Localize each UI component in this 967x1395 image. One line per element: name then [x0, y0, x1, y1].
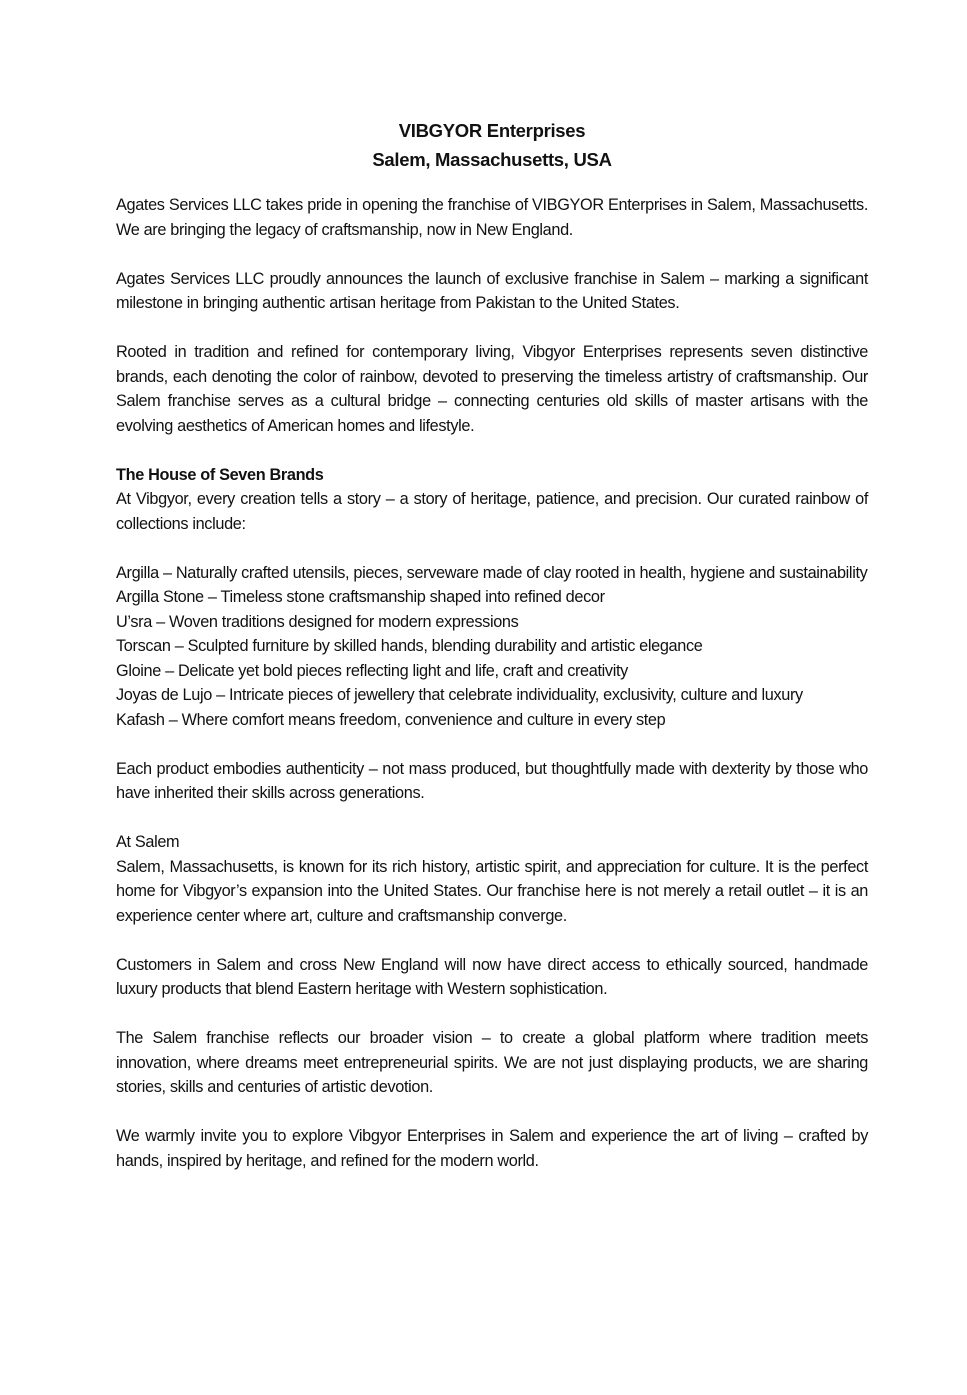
brand-item-joyas-de-lujo: Joyas de Lujo – Intricate pieces of jewellery that celebrate individuality, exclusivity, culture and luxury: [116, 686, 803, 704]
vision-paragraph: The Salem franchise reflects our broader vision – to create a global platform where tradition meets innovation, where dreams meet entrepreneurial spirits. We are not just displaying products, we are sharing stories, skills and centuries of artistic devotion.: [116, 1029, 868, 1096]
salem-paragraph: Salem, Massachusetts, is known for its rich history, artistic spirit, and appreciation for culture. It is the perfect home for Vibgyor’s expansion into the United States. Our franchise here is not merely a retail outlet – it is an experience center where art, culture and craftsmanship converge.: [116, 857, 868, 925]
launch-paragraph: Agates Services LLC proudly announces the launch of exclusive franchise in Salem – marking a significant milestone in bringing authentic artisan heritage from Pakistan to the United States.: [116, 269, 868, 312]
section-heading-house: The House of Seven Brands: [116, 465, 324, 484]
invite-paragraph: We warmly invite you to explore Vibgyor Enterprises in Salem and experience the art of living – crafted by hands, inspired by heritage, and refined for the modern world.: [116, 1127, 868, 1170]
brand-list: [116, 561, 868, 733]
title-block: [116, 116, 868, 174]
document-subtitle: Salem, Massachusetts, USA: [372, 149, 612, 170]
brand-item-kafash: Kafash – Where comfort means freedom, convenience and culture in every step: [116, 710, 666, 729]
brand-item-argilla-stone: Argilla Stone – Timeless stone craftsmanship shaped into refined decor: [116, 588, 605, 606]
rooted-paragraph: Rooted in tradition and refined for contemporary living, Vibgyor Enterprises represents seven distinctive brands, each denoting the color of rainbow, devoted to preserving the timeless artistry of craftsmanship. Our Salem franchise serves as a cultural bridge – connecting centuries old skills of master artisans with the evolving aesthetics of American homes and lifestyle.: [116, 343, 868, 435]
section-heading-salem: At Salem: [116, 833, 180, 851]
brand-item-torscan: Torscan – Sculpted furniture by skilled hands, blending durability and artistic elegance: [116, 637, 703, 655]
house-paragraph: At Vibgyor, every creation tells a story – a story of heritage, patience, and precision. Our curated rainbow of collections include:: [116, 490, 868, 533]
document-page: [116, 116, 868, 1198]
brand-item-gloine: Gloine – Delicate yet bold pieces reflecting light and life, craft and creativity: [116, 661, 628, 680]
authenticity-paragraph: Each product embodies authenticity – not mass produced, but thoughtfully made with dexterity by those who have inherited their skills across generations.: [116, 759, 868, 802]
brand-item-usra: U’sra – Woven traditions designed for modern expressions: [116, 612, 519, 631]
customers-paragraph: Customers in Salem and cross New England will now have direct access to ethically sourced, handmade luxury products that blend Eastern heritage with Western sophistication.: [116, 955, 868, 998]
document-title: VIBGYOR Enterprises: [398, 120, 586, 141]
intro-paragraph: Agates Services LLC takes pride in opening the franchise of VIBGYOR Enterprises in Salem, Massachusetts. We are bringing the legacy of craftsmanship, now in New England.: [116, 196, 868, 239]
brand-item-argilla: Argilla – Naturally crafted utensils, pieces, serveware made of clay rooted in health, hygiene and sustainability: [116, 563, 868, 582]
